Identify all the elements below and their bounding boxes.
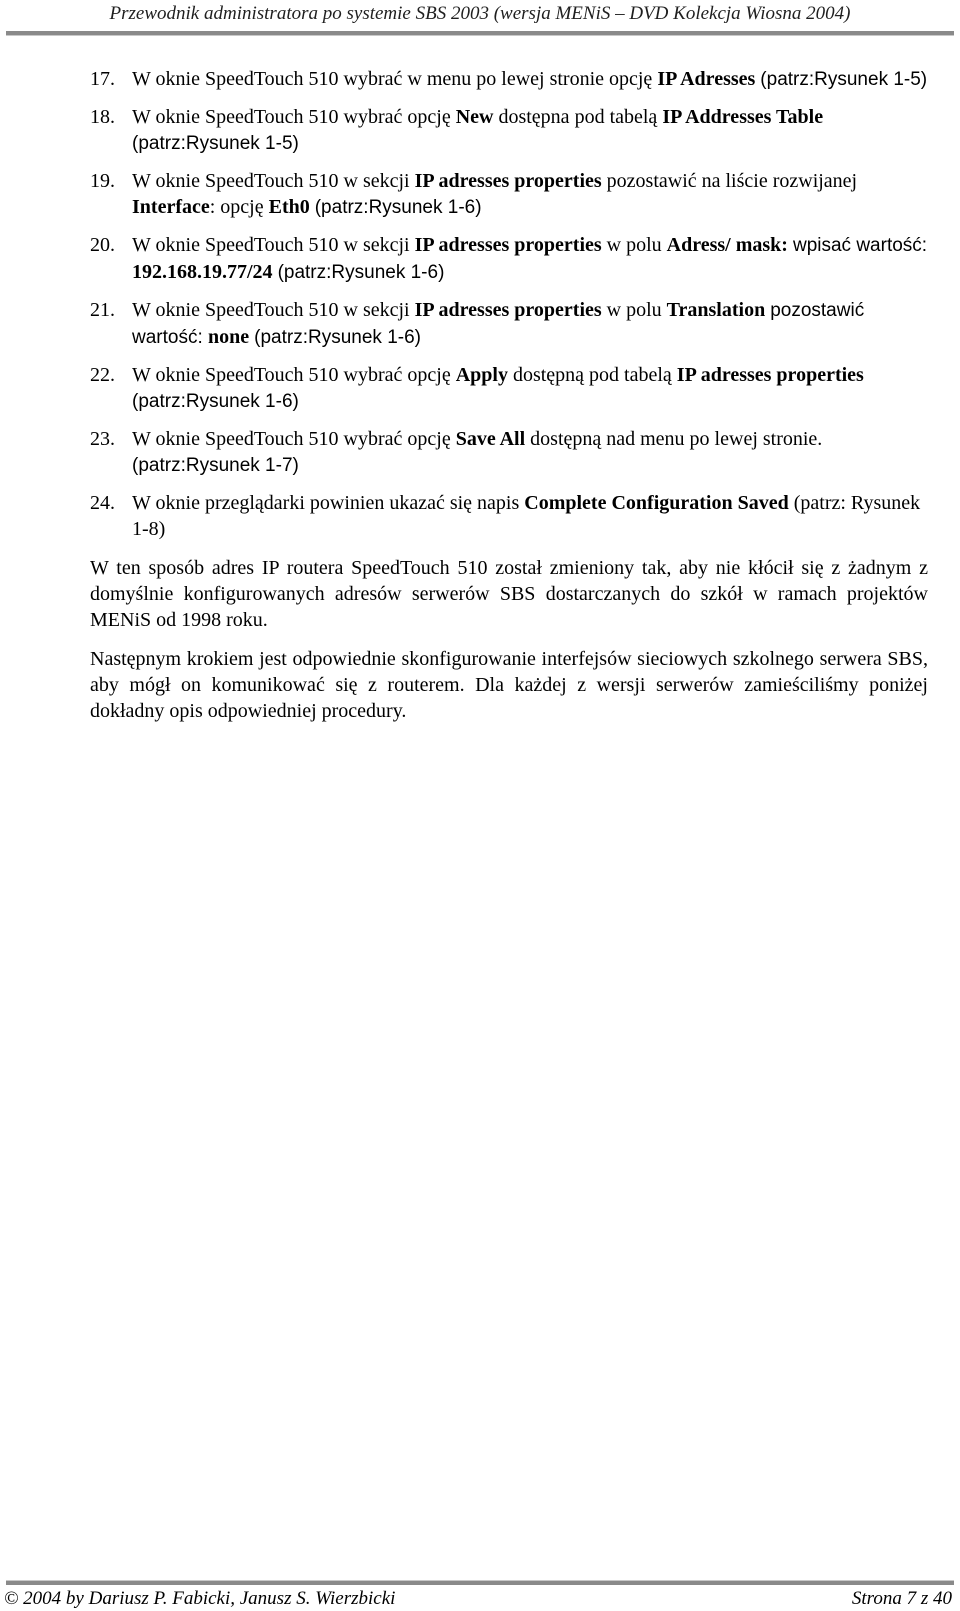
- step-text: W oknie SpeedTouch 510 w sekcji: [132, 299, 415, 321]
- step-item: [90, 66, 928, 93]
- step-emphasis: IP adresses properties: [676, 364, 864, 386]
- step-text: (patrz:Rysunek 1-5): [760, 69, 928, 90]
- step-number: 20.: [90, 234, 115, 256]
- step-text: w polu: [601, 234, 667, 256]
- step-text: (patrz:Rysunek 1-7): [132, 455, 299, 476]
- step-emphasis: IP adresses properties: [414, 299, 602, 321]
- step-item: [90, 297, 928, 351]
- step-emphasis: Adress/ mask:: [666, 234, 788, 256]
- step-text: W oknie SpeedTouch 510 wybrać opcję: [132, 364, 456, 386]
- step-text: W oknie przeglądarki powinien ukazać się napis: [132, 492, 525, 514]
- header-title: Przewodnik administratora po systemie SBS 2003 (wersja MENiS – DVD Kolekcja Wiosna 2004): [109, 3, 851, 24]
- step-text: : opcję: [209, 196, 269, 218]
- step-text: wpisać wartość:: [792, 235, 928, 256]
- steps-list: [90, 66, 928, 542]
- step-text: W oknie SpeedTouch 510 w sekcji: [132, 170, 415, 192]
- step-item: [90, 362, 928, 415]
- step-number: 21.: [90, 299, 115, 321]
- step-emphasis: New: [455, 106, 494, 128]
- step-text: pozostawić wartość:: [132, 300, 865, 348]
- step-number: 17.: [90, 68, 115, 90]
- footer-page-number: Strona 7 z 40: [851, 1588, 952, 1609]
- step-text: W oknie SpeedTouch 510 wybrać opcję: [132, 428, 456, 450]
- step-emphasis: none: [208, 326, 250, 348]
- page-content: [90, 66, 928, 724]
- step-text: (patrz:Rysunek 1-5): [132, 133, 299, 154]
- paragraph-next-step: Następnym krokiem jest odpowiednie skonfigurowanie interfejsów sieciowych szkolnego serwera SBS, aby mógł on komunikować się z routerem. Dla każdej z wersji serwerów zamieściliśmy poniżej dokładny opis odpowiedniej procedury.: [90, 648, 928, 722]
- step-emphasis: 192.168.19.77/24: [132, 261, 273, 283]
- page-footer: [0, 1580, 960, 1611]
- step-number: 18.: [90, 106, 115, 128]
- page-header: [0, 0, 960, 40]
- step-item: [90, 168, 928, 221]
- header-rule: [6, 31, 954, 36]
- step-emphasis: IP adresses properties: [414, 234, 602, 256]
- step-text: W oknie SpeedTouch 510 wybrać opcję: [132, 106, 456, 128]
- step-text: W oknie SpeedTouch 510 wybrać w menu po lewej stronie opcję: [132, 68, 658, 90]
- footer-rule: [6, 1580, 954, 1585]
- step-text: pozostawić na liście rozwijanej: [601, 170, 858, 192]
- step-emphasis: Save All: [455, 428, 526, 450]
- step-item: [90, 426, 928, 479]
- step-item: [90, 490, 928, 542]
- step-emphasis: Apply: [455, 364, 508, 386]
- step-emphasis: Translation: [666, 299, 766, 321]
- step-number: 22.: [90, 364, 115, 386]
- step-text: (patrz:Rysunek 1-6): [314, 197, 482, 218]
- step-emphasis: Interface: [132, 196, 210, 218]
- step-emphasis: Eth0: [268, 196, 310, 218]
- step-text: dostępną pod tabelą: [507, 364, 677, 386]
- step-item: [90, 104, 928, 157]
- step-text: (patrz: Rysunek 1-8): [132, 492, 921, 540]
- step-text: (patrz:Rysunek 1-6): [277, 262, 445, 283]
- step-emphasis: IP Adresses: [657, 68, 756, 90]
- step-text: dostępną nad menu po lewej stronie.: [525, 428, 823, 450]
- step-item: [90, 232, 928, 286]
- step-emphasis: Complete Configuration Saved: [524, 492, 789, 514]
- step-text: (patrz:Rysunek 1-6): [132, 391, 299, 412]
- step-number: 19.: [90, 170, 115, 192]
- paragraph-ip-changed: W ten sposób adres IP routera SpeedTouch 510 został zmieniony tak, aby nie kłócił się z żadnym z domyślnie konfigurowanych adresów serwerów SBS dostarczanych do szkół w ramach projektów MENiS od 1998 roku.: [90, 557, 928, 631]
- step-text: w polu: [601, 299, 667, 321]
- step-emphasis: IP adresses properties: [414, 170, 602, 192]
- step-number: 24.: [90, 492, 115, 514]
- footer-copyright: © 2004 by Dariusz P. Fabicki, Janusz S. Wierzbicki: [4, 1588, 396, 1609]
- step-text: W oknie SpeedTouch 510 w sekcji: [132, 234, 415, 256]
- step-text: dostępna pod tabelą: [493, 106, 663, 128]
- step-text: (patrz:Rysunek 1-6): [254, 327, 421, 348]
- step-emphasis: IP Addresses Table: [662, 106, 824, 128]
- step-number: 23.: [90, 428, 115, 450]
